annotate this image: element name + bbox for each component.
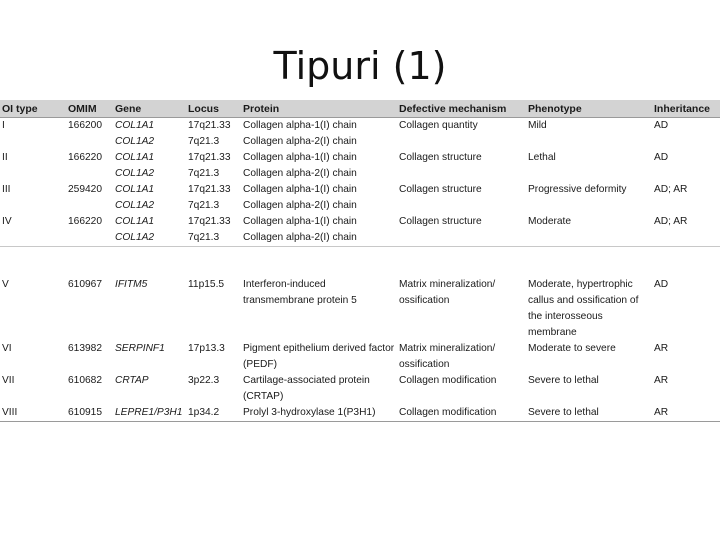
cell-protein: Collagen alpha-2(I) chain (243, 136, 357, 147)
cell-protein: Collagen alpha-1(I) chain (243, 216, 357, 227)
cell-gene: COL1A2 (115, 136, 155, 147)
cell-phenotype: Severe to lethal (526, 405, 652, 422)
cell-phenotype (526, 230, 652, 247)
cell-omim: 610967 (68, 279, 102, 290)
table-row (0, 405, 720, 422)
cell-inheritance (652, 166, 720, 182)
table-row (0, 214, 720, 230)
cell-gene: COL1A1 (115, 152, 155, 163)
cell-inheritance: AR (652, 405, 720, 422)
cell-oi-type (0, 134, 66, 150)
cell-protein: Collagen alpha-2(I) chain (243, 168, 357, 179)
cell-inheritance (652, 198, 720, 214)
cell-mechanism (397, 230, 526, 247)
cell-oi-type: II (2, 152, 8, 163)
cell-locus: 17q21.33 (188, 120, 231, 131)
cell-mechanism (397, 198, 526, 214)
cell-gene: IFITM5 (115, 279, 148, 290)
cell-protein: Collagen alpha-1(I) chain (243, 184, 357, 195)
slide-title: Tipuri (1) (273, 44, 447, 88)
cell-locus: 7q21.3 (188, 136, 220, 147)
cell-locus: 17q21.33 (188, 184, 231, 195)
table-row (0, 373, 720, 405)
cell-phenotype: Lethal (528, 152, 556, 163)
cell-locus: 17q21.33 (188, 152, 231, 163)
cell-protein: Collagen alpha-1(I) chain (243, 152, 357, 163)
header-gene: Gene (113, 100, 186, 118)
cell-oi-type: VII (2, 375, 15, 386)
cell-gene: COL1A1 (115, 120, 155, 131)
cell-mechanism (397, 134, 526, 150)
cell-omim: 613982 (68, 343, 102, 354)
cell-locus: 1p34.2 (186, 405, 241, 422)
cell-mechanism (397, 166, 526, 182)
table-row (0, 182, 720, 198)
cell-protein: Pigment epithelium derived factor (PEDF) (243, 343, 395, 370)
cell-omim: 166220 (68, 152, 102, 163)
header-omim: OMIM (66, 100, 113, 118)
spacer-cell (0, 247, 720, 278)
table-row (0, 118, 720, 135)
cell-phenotype: Moderate to severe (528, 343, 616, 354)
cell-mechanism: Matrix mineralization/ ossification (399, 343, 496, 370)
cell-inheritance: AD (654, 279, 669, 290)
cell-gene: COL1A1 (115, 184, 155, 195)
cell-protein: Prolyl 3-hydroxylase 1(P3H1) (241, 405, 397, 422)
cell-protein: Collagen alpha-1(I) chain (243, 120, 357, 131)
cell-omim (66, 198, 113, 214)
cell-phenotype: Progressive deformity (528, 184, 627, 195)
cell-gene: SERPINF1 (115, 343, 165, 354)
cell-locus: 11p15.5 (188, 279, 225, 290)
cell-inheritance (652, 230, 720, 247)
cell-phenotype (526, 134, 652, 150)
header-inheritance: Inheritance (652, 100, 720, 118)
cell-mechanism: Matrix mineralization/ ossification (399, 279, 496, 306)
cell-phenotype: Moderate, hypertrophic callus and ossification of the interosseous membrane (528, 279, 639, 338)
header-oi-type: OI type (0, 100, 66, 118)
cell-inheritance: AD (654, 152, 669, 163)
cell-inheritance: AR (654, 343, 669, 354)
table-header-row (0, 100, 720, 118)
cell-gene: COL1A2 (113, 230, 186, 247)
cell-oi-type (0, 230, 66, 247)
cell-gene: COL1A1 (115, 216, 155, 227)
cell-phenotype: Severe to lethal (528, 375, 599, 386)
cell-locus: 7q21.3 (186, 230, 241, 247)
cell-omim (66, 166, 113, 182)
table-row (0, 277, 720, 341)
cell-oi-type: I (2, 120, 5, 131)
cell-oi-type (0, 198, 66, 214)
cell-gene: LEPRE1/P3H1 (113, 405, 186, 422)
cell-mechanism: Collagen modification (397, 405, 526, 422)
cell-inheritance (652, 134, 720, 150)
cell-gene: COL1A2 (115, 168, 155, 179)
cell-omim: 166200 (68, 120, 102, 131)
table-row (0, 198, 720, 214)
cell-locus: 7q21.3 (188, 168, 220, 179)
oi-types-table-container (0, 100, 720, 422)
cell-locus: 7q21.3 (188, 200, 220, 211)
table-row (0, 150, 720, 166)
cell-omim: 610682 (68, 375, 102, 386)
cell-inheritance: AD; AR (654, 184, 688, 195)
header-locus: Locus (186, 100, 241, 118)
cell-omim (66, 230, 113, 247)
cell-oi-type: IV (2, 216, 12, 227)
cell-phenotype: Mild (528, 120, 547, 131)
cell-omim (66, 134, 113, 150)
cell-locus: 3p22.3 (188, 375, 220, 386)
cell-phenotype: Moderate (528, 216, 572, 227)
cell-mechanism: Collagen quantity (399, 120, 478, 131)
cell-gene: COL1A2 (115, 200, 155, 211)
cell-omim: 610915 (66, 405, 113, 422)
cell-gene: CRTAP (115, 375, 149, 386)
table-row (0, 230, 720, 247)
cell-mechanism: Collagen structure (399, 184, 482, 195)
oi-types-table (0, 100, 720, 422)
cell-mechanism: Collagen structure (399, 216, 482, 227)
cell-oi-type: III (2, 184, 11, 195)
table-row (0, 134, 720, 150)
cell-locus: 17q21.33 (188, 216, 231, 227)
cell-omim: 259420 (68, 184, 102, 195)
cell-phenotype (526, 198, 652, 214)
table-spacer-row (0, 247, 720, 278)
table-row (0, 341, 720, 373)
cell-oi-type (0, 166, 66, 182)
cell-oi-type: VI (2, 343, 12, 354)
cell-protein: Collagen alpha-2(I) chain (243, 200, 357, 211)
cell-phenotype (526, 166, 652, 182)
header-protein: Protein (241, 100, 397, 118)
cell-protein: Interferon-induced transmembrane protein 5 (243, 279, 357, 306)
cell-locus: 17p13.3 (188, 343, 225, 354)
cell-protein: Cartilage-associated protein (CRTAP) (243, 375, 370, 402)
cell-mechanism: Collagen modification (399, 375, 497, 386)
header-defective-mechanism: Defective mechanism (397, 100, 526, 118)
cell-protein: Collagen alpha-2(I) chain (241, 230, 397, 247)
table-row (0, 166, 720, 182)
header-phenotype: Phenotype (526, 100, 652, 118)
cell-inheritance: AD (654, 120, 669, 131)
cell-inheritance: AR (654, 375, 669, 386)
cell-mechanism: Collagen structure (399, 152, 482, 163)
cell-oi-type: V (2, 279, 9, 290)
cell-inheritance: AD; AR (654, 216, 688, 227)
cell-omim: 166220 (68, 216, 102, 227)
cell-oi-type: VIII (0, 405, 66, 422)
